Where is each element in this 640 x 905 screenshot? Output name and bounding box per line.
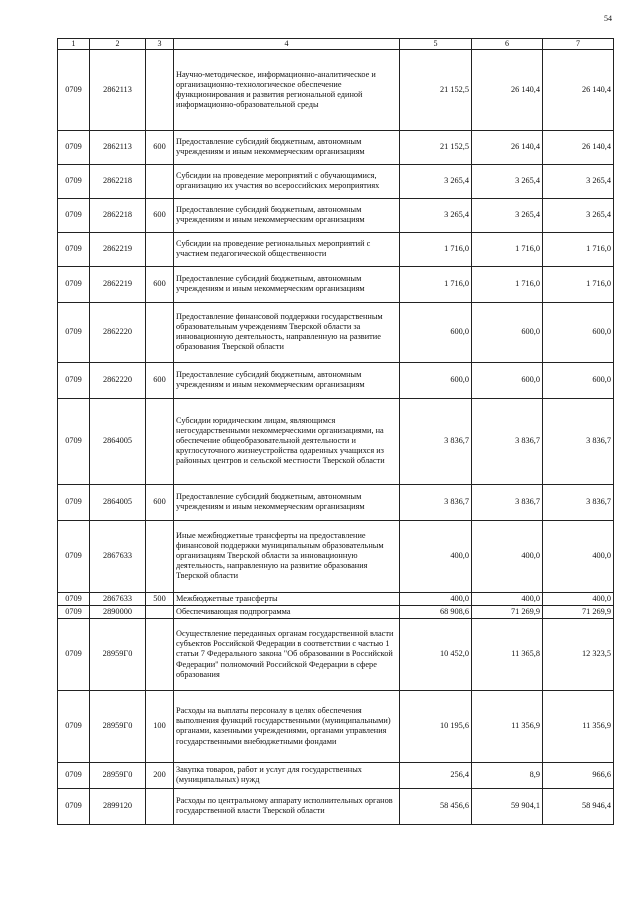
amount-col5: 58 456,6 xyxy=(400,788,472,824)
item-name: Субсидии на проведение региональных мероприятий с участием педагогической общественности xyxy=(174,232,400,266)
amount-col5: 10 195,6 xyxy=(400,690,472,762)
amount-col5: 68 908,6 xyxy=(400,605,472,618)
expense-type: 600 xyxy=(146,198,174,232)
amount-col6: 11 365,8 xyxy=(472,618,543,690)
expense-type xyxy=(146,49,174,130)
section-code: 0709 xyxy=(58,164,90,198)
amount-col5: 3 836,7 xyxy=(400,484,472,520)
item-name: Расходы на выплаты персоналу в целях обеспечения выполнения функций государственными (муниципальными) органами, казенными учреждениями, органами управления государственными внебюджетными фондами xyxy=(174,690,400,762)
section-code: 0709 xyxy=(58,302,90,362)
amount-col5: 600,0 xyxy=(400,302,472,362)
expense-type xyxy=(146,605,174,618)
expense-type xyxy=(146,302,174,362)
amount-col5: 21 152,5 xyxy=(400,49,472,130)
expense-type: 100 xyxy=(146,690,174,762)
amount-col6: 3 836,7 xyxy=(472,398,543,484)
expense-type: 500 xyxy=(146,592,174,605)
target-code: 2862219 xyxy=(90,232,146,266)
target-code: 2862220 xyxy=(90,302,146,362)
expense-type: 600 xyxy=(146,266,174,302)
amount-col7: 1 716,0 xyxy=(543,266,614,302)
section-code: 0709 xyxy=(58,362,90,398)
target-code: 2890000 xyxy=(90,605,146,618)
amount-col7: 400,0 xyxy=(543,592,614,605)
expense-type xyxy=(146,164,174,198)
target-code: 2862220 xyxy=(90,362,146,398)
amount-col7: 400,0 xyxy=(543,520,614,592)
amount-col6: 8,9 xyxy=(472,762,543,788)
section-code: 0709 xyxy=(58,605,90,618)
expense-type: 200 xyxy=(146,762,174,788)
item-name: Предоставление субсидий бюджетным, автономным учреждениям и иным некоммерческим организациям xyxy=(174,266,400,302)
page-number: 54 xyxy=(604,14,612,23)
table-row xyxy=(58,762,614,788)
section-code: 0709 xyxy=(58,762,90,788)
amount-col7: 26 140,4 xyxy=(543,130,614,164)
amount-col5: 3 265,4 xyxy=(400,164,472,198)
amount-col5: 3 265,4 xyxy=(400,198,472,232)
table-row xyxy=(58,690,614,762)
amount-col7: 3 836,7 xyxy=(543,398,614,484)
target-code: 28959Г0 xyxy=(90,618,146,690)
expense-type: 600 xyxy=(146,130,174,164)
target-code: 2862218 xyxy=(90,198,146,232)
item-name: Предоставление субсидий бюджетным, автономным учреждениям и иным некоммерческим организациям xyxy=(174,484,400,520)
item-name: Субсидии юридическим лицам, являющимся негосударственными некоммерческими организациями, на обеспечение общеобразовательной деятельности и круглосуточного жизнеустройства одаренных учащихся из районных центров и сельской местности Тверской области xyxy=(174,398,400,484)
target-code: 2864005 xyxy=(90,398,146,484)
table-row xyxy=(58,605,614,618)
amount-col7: 3 836,7 xyxy=(543,484,614,520)
target-code: 2862113 xyxy=(90,130,146,164)
header-cell: 2 xyxy=(90,39,146,50)
expense-type: 600 xyxy=(146,362,174,398)
table-row xyxy=(58,130,614,164)
table-row xyxy=(58,198,614,232)
section-code: 0709 xyxy=(58,232,90,266)
expense-type xyxy=(146,618,174,690)
amount-col6: 600,0 xyxy=(472,362,543,398)
section-code: 0709 xyxy=(58,520,90,592)
expense-type xyxy=(146,520,174,592)
target-code: 2864005 xyxy=(90,484,146,520)
amount-col7: 600,0 xyxy=(543,302,614,362)
amount-col7: 26 140,4 xyxy=(543,49,614,130)
section-code: 0709 xyxy=(58,592,90,605)
target-code: 2862113 xyxy=(90,49,146,130)
amount-col6: 600,0 xyxy=(472,302,543,362)
amount-col6: 400,0 xyxy=(472,520,543,592)
item-name: Предоставление субсидий бюджетным, автономным учреждениям и иным некоммерческим организациям xyxy=(174,362,400,398)
table-row xyxy=(58,592,614,605)
table-row xyxy=(58,520,614,592)
item-name: Межбюджетные трансферты xyxy=(174,592,400,605)
table-row xyxy=(58,232,614,266)
amount-col5: 1 716,0 xyxy=(400,232,472,266)
amount-col5: 256,4 xyxy=(400,762,472,788)
table-row xyxy=(58,164,614,198)
section-code: 0709 xyxy=(58,398,90,484)
amount-col5: 400,0 xyxy=(400,520,472,592)
amount-col6: 3 265,4 xyxy=(472,164,543,198)
expense-type: 600 xyxy=(146,484,174,520)
item-name: Обеспечивающая подпрограмма xyxy=(174,605,400,618)
item-name: Закупка товаров, работ и услуг для государственных (муниципальных) нужд xyxy=(174,762,400,788)
amount-col7: 600,0 xyxy=(543,362,614,398)
section-code: 0709 xyxy=(58,690,90,762)
section-code: 0709 xyxy=(58,198,90,232)
amount-col6: 3 836,7 xyxy=(472,484,543,520)
item-name: Научно-методическое, информационно-аналитическое и организационно-технологическое обеспечение функционирования и развития региональной единой информационно-образовательной среды xyxy=(174,49,400,130)
header-cell: 5 xyxy=(400,39,472,50)
item-name: Предоставление финансовой поддержки государственным образовательным учреждениям Тверской области за инновационную деятельность, направленную на развитие образования Тверской области xyxy=(174,302,400,362)
section-code: 0709 xyxy=(58,618,90,690)
header-cell: 1 xyxy=(58,39,90,50)
amount-col5: 3 836,7 xyxy=(400,398,472,484)
section-code: 0709 xyxy=(58,266,90,302)
expense-type xyxy=(146,788,174,824)
table-row xyxy=(58,49,614,130)
table-row xyxy=(58,398,614,484)
item-name: Иные межбюджетные трансферты на предоставление финансовой поддержки муниципальным образовательным организациям Тверской области за инновационную деятельность, направленную на развитие образования Тверской области xyxy=(174,520,400,592)
target-code: 2867633 xyxy=(90,520,146,592)
section-code: 0709 xyxy=(58,484,90,520)
table-row xyxy=(58,302,614,362)
header-cell: 3 xyxy=(146,39,174,50)
item-name: Субсидии на проведение мероприятий с обучающимися, организацию их участия во всероссийских мероприятиях xyxy=(174,164,400,198)
item-name: Предоставление субсидий бюджетным, автономным учреждениям и иным некоммерческим организациям xyxy=(174,130,400,164)
section-code: 0709 xyxy=(58,788,90,824)
amount-col6: 59 904,1 xyxy=(472,788,543,824)
amount-col6: 26 140,4 xyxy=(472,49,543,130)
target-code: 28959Г0 xyxy=(90,762,146,788)
item-name: Осуществление переданных органам государственной власти субъектов Российской Федерации в соответствии с частью 1 статьи 7 Федерального закона "Об образовании в Российской Федерации" полномочий Российской Федерации в сфере образования xyxy=(174,618,400,690)
table-row xyxy=(58,266,614,302)
table-row xyxy=(58,362,614,398)
amount-col6: 1 716,0 xyxy=(472,266,543,302)
section-code: 0709 xyxy=(58,130,90,164)
header-cell: 6 xyxy=(472,39,543,50)
budget-table xyxy=(57,38,614,825)
amount-col7: 58 946,4 xyxy=(543,788,614,824)
amount-col6: 71 269,9 xyxy=(472,605,543,618)
table-row xyxy=(58,618,614,690)
amount-col7: 71 269,9 xyxy=(543,605,614,618)
amount-col5: 1 716,0 xyxy=(400,266,472,302)
expense-type xyxy=(146,398,174,484)
header-cell: 4 xyxy=(174,39,400,50)
amount-col6: 1 716,0 xyxy=(472,232,543,266)
target-code: 2899120 xyxy=(90,788,146,824)
amount-col6: 11 356,9 xyxy=(472,690,543,762)
target-code: 2862219 xyxy=(90,266,146,302)
target-code: 2867633 xyxy=(90,592,146,605)
item-name: Предоставление субсидий бюджетным, автономным учреждениям и иным некоммерческим организациям xyxy=(174,198,400,232)
expense-type xyxy=(146,232,174,266)
amount-col7: 3 265,4 xyxy=(543,164,614,198)
amount-col6: 400,0 xyxy=(472,592,543,605)
amount-col7: 12 323,5 xyxy=(543,618,614,690)
amount-col7: 3 265,4 xyxy=(543,198,614,232)
amount-col7: 966,6 xyxy=(543,762,614,788)
table-row xyxy=(58,484,614,520)
section-code: 0709 xyxy=(58,49,90,130)
amount-col5: 400,0 xyxy=(400,592,472,605)
amount-col7: 1 716,0 xyxy=(543,232,614,266)
amount-col7: 11 356,9 xyxy=(543,690,614,762)
amount-col6: 3 265,4 xyxy=(472,198,543,232)
table-header-row xyxy=(58,39,614,50)
target-code: 28959Г0 xyxy=(90,690,146,762)
item-name: Расходы по центральному аппарату исполнительных органов государственной власти Тверской области xyxy=(174,788,400,824)
target-code: 2862218 xyxy=(90,164,146,198)
amount-col6: 26 140,4 xyxy=(472,130,543,164)
table-row xyxy=(58,788,614,824)
amount-col5: 600,0 xyxy=(400,362,472,398)
header-cell: 7 xyxy=(543,39,614,50)
amount-col5: 10 452,0 xyxy=(400,618,472,690)
amount-col5: 21 152,5 xyxy=(400,130,472,164)
